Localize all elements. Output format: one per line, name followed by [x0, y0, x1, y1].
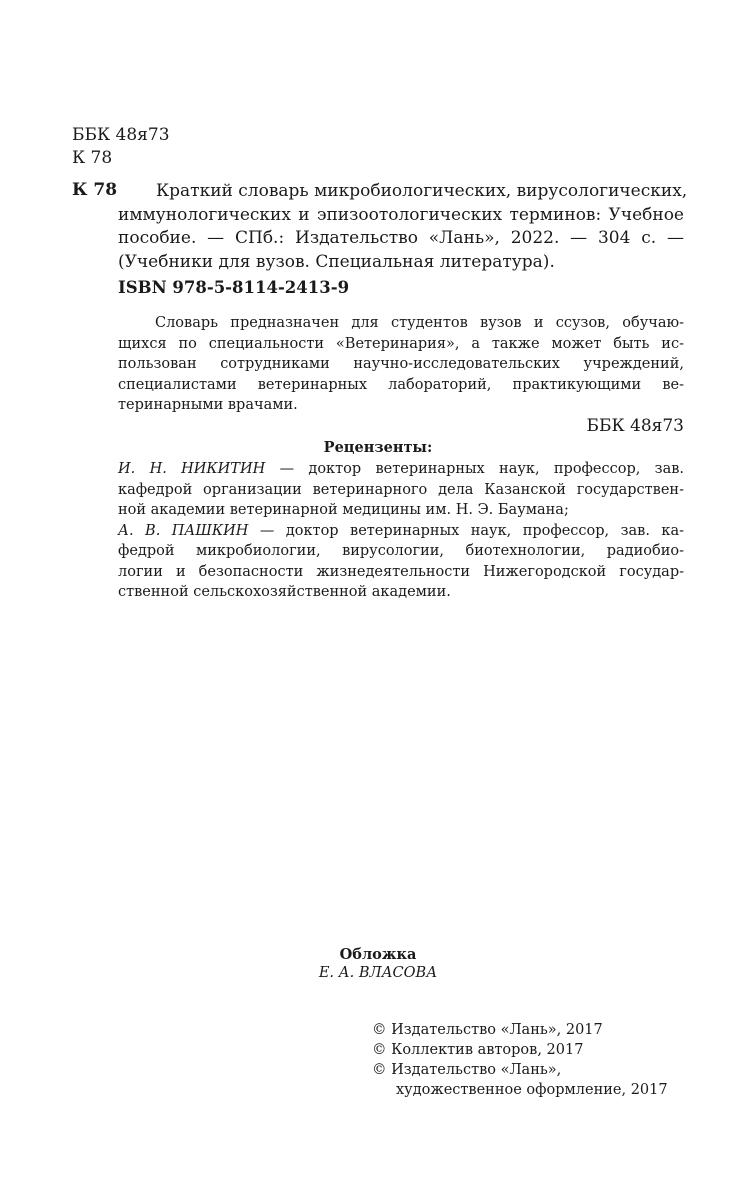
copyright-block — [372, 1020, 668, 1100]
annotation-line: Словарь предназначен для студентов вузов и ссузов, обучаю- — [155, 315, 684, 331]
reviewers-heading: Рецензенты: — [323, 439, 433, 456]
reviewer-2-name: А. В. ПАШКИН — [118, 522, 249, 539]
author-mark: К 78 — [72, 180, 118, 200]
bbk-code: ББК 48я73 — [72, 125, 170, 145]
reviewer-1-line: кафедрой организации ветеринарного дела Казанской государствен- — [118, 481, 684, 498]
author-mark-top: К 78 — [72, 148, 113, 168]
reviewer-2-line — [118, 521, 684, 542]
copyright-line: © Издательство «Лань», — [372, 1062, 562, 1078]
reviewer-2-line: логии и безопасности жизнедеятельности Нижегородской государ- — [118, 563, 684, 580]
copyright-line: художественное оформление, 2017 — [396, 1082, 668, 1098]
entry-line: пособие. — СПб.: Издательство «Лань», 2022. — 304 с. — — [118, 228, 684, 248]
bbk-code-right: ББК 48я73 — [586, 416, 684, 436]
annotation-line: специалистами ветеринарных лабораторий, практикующими ве- — [118, 376, 684, 393]
copyright-line: © Коллектив авторов, 2017 — [372, 1042, 584, 1058]
copyright-line: © Издательство «Лань», 2017 — [372, 1022, 603, 1038]
annotation-line: щихся по специальности «Ветеринария», а также может быть ис- — [118, 335, 684, 352]
entry-line: иммунологических и эпизоотологических терминов: Учебное — [118, 204, 684, 225]
reviewer-1-line — [118, 459, 684, 480]
reviewer-1-line: ной академии ветеринарной медицины им. Н. Э. Баумана; — [118, 502, 569, 518]
entry-line: Краткий словарь микробиологических, вирусологических, — [156, 181, 688, 201]
isbn: ISBN 978-5-8114-2413-9 — [118, 278, 350, 297]
reviewers-list — [118, 459, 684, 603]
reviewer-2-line: федрой микробиологии, вирусологии, биотехнологии, радиобио- — [118, 543, 684, 559]
reviewer-1-text: — доктор ветеринарных наук, профессор, зав. — [265, 461, 684, 477]
entry-line: (Учебники для вузов. Специальная литература). — [118, 251, 555, 272]
annotation-line: теринарными врачами. — [118, 397, 298, 413]
reviewer-2-line: ственной сельскохозяйственной академии. — [118, 584, 451, 600]
bbk-code-block — [72, 124, 170, 170]
bibliographic-entry — [118, 180, 688, 274]
cover-designer: Е. А. ВЛАСОВА — [318, 965, 438, 981]
reviewer-2-text: — доктор ветеринарных наук, профессор, зав. ка- — [248, 522, 684, 539]
reviewer-1-name: И. Н. НИКИТИН — [118, 461, 266, 477]
annotation-line: пользован сотрудниками научно-исследовательских учреждений, — [118, 356, 684, 372]
cover-heading: Обложка — [339, 946, 417, 963]
annotation — [118, 313, 684, 416]
